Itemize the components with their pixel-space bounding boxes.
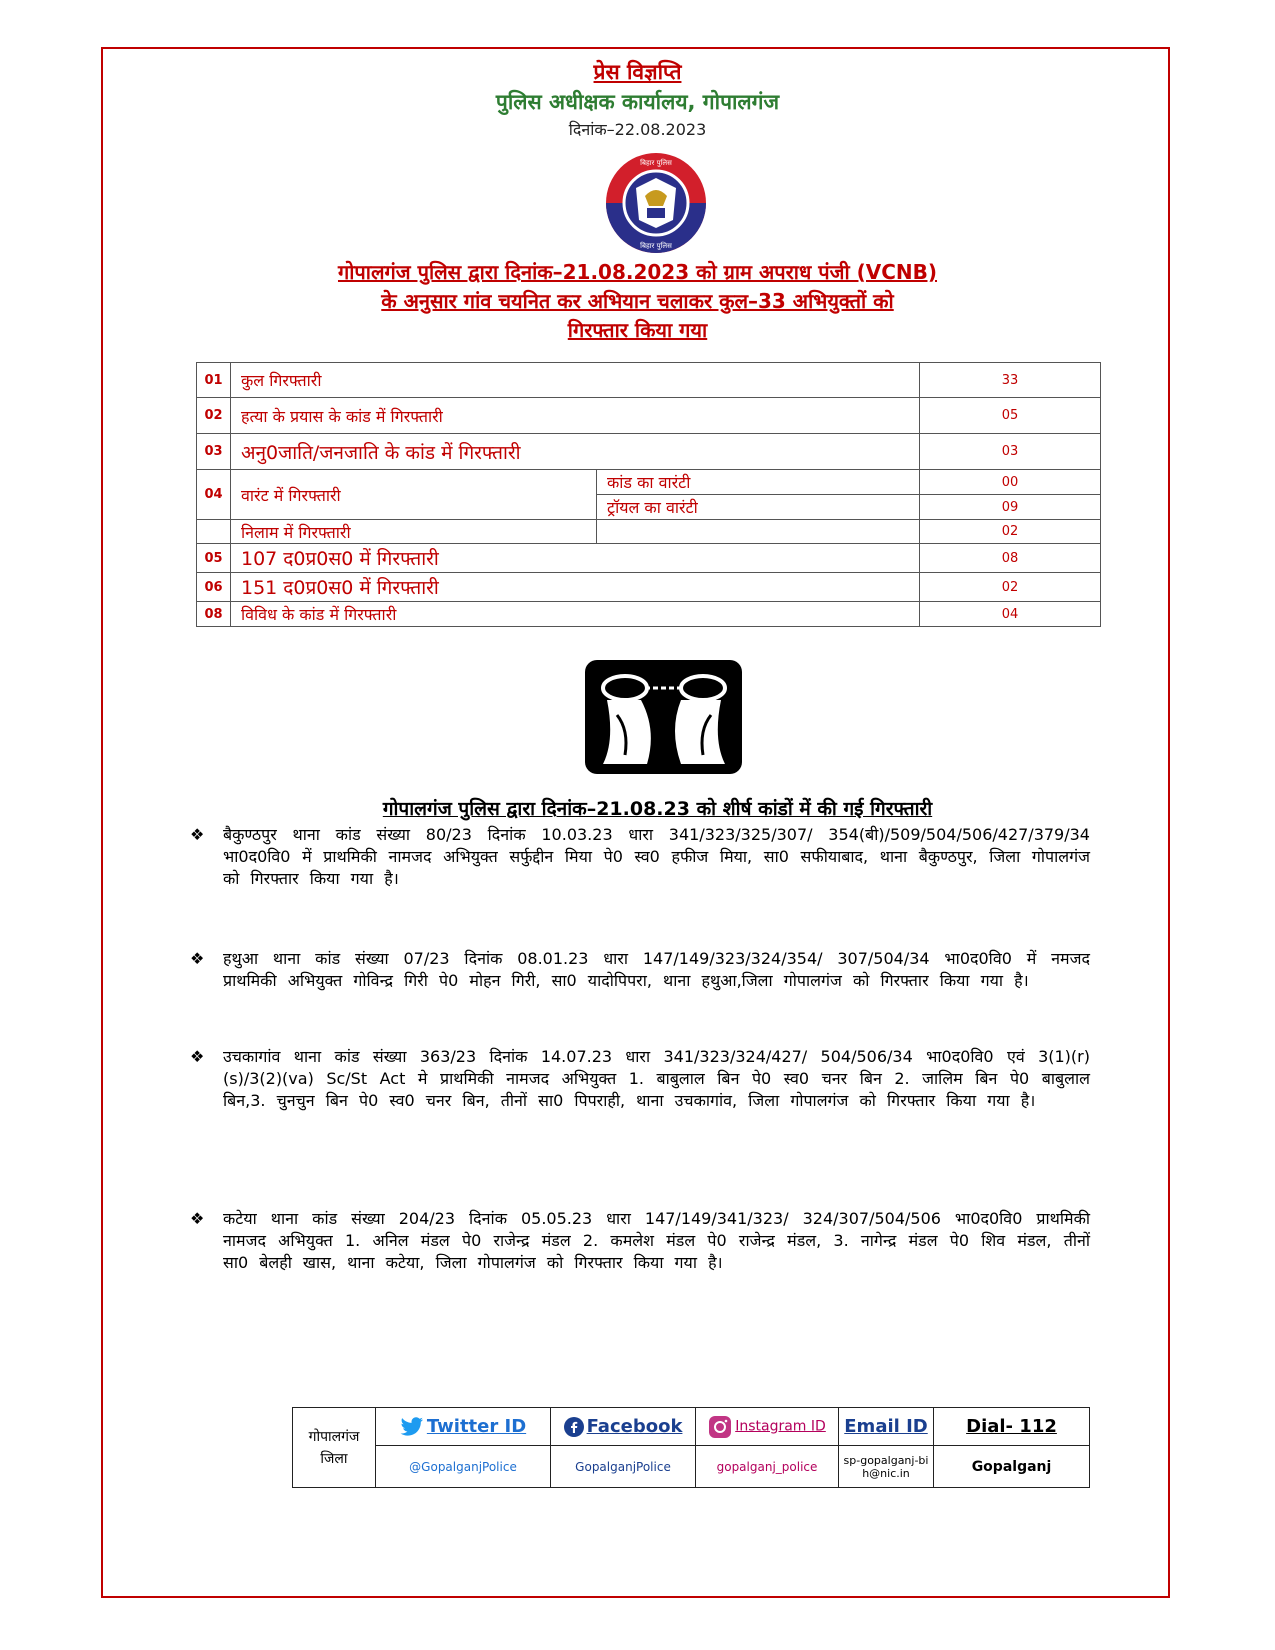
row-label: 151 द0प्र0स0 में गिरफ्तारी bbox=[231, 573, 920, 602]
arrest-stats-table bbox=[196, 362, 1101, 627]
table-row bbox=[197, 363, 1101, 398]
row-value: 09 bbox=[920, 495, 1101, 520]
table-row bbox=[197, 573, 1101, 602]
row-label: अनु0जाति/जनजाति के कांड में गिरफ्तारी bbox=[231, 434, 920, 470]
press-release-title: प्रेस विज्ञप्ति bbox=[593, 60, 682, 84]
instagram-handle[interactable]: gopalganj_police bbox=[696, 1446, 839, 1488]
row-number: 01 bbox=[197, 363, 231, 398]
handcuffs-icon bbox=[585, 660, 742, 774]
list-item: ❖ कटेया थाना कांड संख्या 204/23 दिनांक 05.05.23 धारा 147/149/341/323/ 324/307/504/506 भा0द0वि0 प्राथमिकी नामजद अभियुक्त 1. अनिल मंडल पे0 राजेन्द्र मंडल 2. कमलेश मंडल पे0 राजेन्द्र मंडल, 3. नागेन्द्र मंडल पे0 शिव मंडल, तीनों सा0 बेलही खास, थाना कटेया, जिला गोपालगंज को गिरफ्तार किया गया है। bbox=[190, 1209, 1090, 1272]
instagram-icon bbox=[708, 1415, 732, 1439]
facebook-icon bbox=[564, 1417, 584, 1437]
list-item: ❖ हथुआ थाना कांड संख्या 07/23 दिनांक 08.01.23 धारा 147/149/323/324/354/ 307/504/34 भा0द0वि0 में नमजद प्राथमिकी अभियुक्त गोविन्द्र गिरी पे0 मोहन गिरी, सा0 यादोपिपरा, थाना हथुआ,जिला गोपालगंज को गिरफ्तार किया गया है। bbox=[190, 949, 1090, 990]
email-header[interactable]: Email ID bbox=[839, 1408, 934, 1446]
row-value: 08 bbox=[920, 544, 1101, 573]
bullet-diamond-icon: ❖ bbox=[190, 1047, 205, 1066]
sub-row-label: ट्रॉयल का वारंटी bbox=[597, 495, 920, 520]
logo-text-bottom: बिहार पुलिस bbox=[640, 242, 672, 250]
row-label: हत्या के प्रयास के कांड में गिरफ्तारी bbox=[231, 398, 920, 434]
twitter-header[interactable]: Twitter ID bbox=[376, 1408, 551, 1446]
row-value: 05 bbox=[920, 398, 1101, 434]
facebook-handle[interactable]: GopalganjPolice bbox=[551, 1446, 696, 1488]
row-value: 33 bbox=[920, 363, 1101, 398]
row-value: 02 bbox=[920, 573, 1101, 602]
email-address[interactable]: sp-gopalganj-bih@nic.in bbox=[839, 1446, 934, 1488]
office-title: पुलिस अधीक्षक कार्यालय, गोपालगंज bbox=[495, 90, 780, 114]
row-value: 03 bbox=[920, 434, 1101, 470]
release-date: दिनांक–22.08.2023 bbox=[568, 120, 707, 139]
section-title: गोपालगंज पुलिस द्वारा दिनांक–21.08.23 को शीर्ष कांडों में की गई गिरफ्तारी bbox=[382, 798, 933, 820]
row-value: 04 bbox=[920, 602, 1101, 627]
row-value: 02 bbox=[920, 520, 1101, 544]
table-row bbox=[197, 602, 1101, 627]
twitter-handle[interactable]: @GopalganjPolice bbox=[376, 1446, 551, 1488]
dial-value: Gopalganj bbox=[934, 1446, 1090, 1488]
table-row bbox=[197, 470, 1101, 495]
district-label: गोपालगंज जिला bbox=[293, 1408, 376, 1488]
sub-row-label: कांड का वारंटी bbox=[597, 470, 920, 495]
row-number: 06 bbox=[197, 573, 231, 602]
table-row bbox=[197, 520, 1101, 544]
dial-header[interactable]: Dial- 112 bbox=[934, 1408, 1090, 1446]
row-label: 107 द0प्र0स0 में गिरफ्तारी bbox=[231, 544, 920, 573]
social-media-table bbox=[292, 1407, 1090, 1488]
bullet-diamond-icon: ❖ bbox=[190, 1209, 205, 1228]
row-value: 00 bbox=[920, 470, 1101, 495]
twitter-icon bbox=[400, 1417, 424, 1437]
table-row bbox=[197, 544, 1101, 573]
list-item: ❖ बैकुण्ठपुर थाना कांड संख्या 80/23 दिनांक 10.03.23 धारा 341/323/325/307/ 354(बी)/509/504/506/427/379/34 भा0द0वि0 में प्राथमिकी नामजद अभियुक्त सर्फुद्दीन मिया पे0 स्व0 हफीज मिया, सा0 सफीयाबाद, थाना बैकुण्ठपुर, जिला गोपालगंज को गिरफ्तार किया गया है। bbox=[190, 825, 1090, 888]
row-number: 02 bbox=[197, 398, 231, 434]
logo-text-top: बिहार पुलिस bbox=[640, 159, 672, 167]
bullet-diamond-icon: ❖ bbox=[190, 949, 205, 968]
list-item: ❖ उचकागांव थाना कांड संख्या 363/23 दिनांक 14.07.23 धारा 341/323/324/427/ 504/506/34 भा0द0वि0 एवं 3(1)(r)(s)/3(2)(va) Sc/St Act मे प्राथमिकी नामजद अभियुक्त 1. बाबुलाल बिन पे0 स्व0 चनर बिन 2. जालिम बिन पे0 बाबुलाल बिन,3. चुनचुन बिन पे0 स्व0 चनर बिन, तीनों सा0 पिपराही, थाना उचकागांव, जिला गोपालगंज को गिरफ्तार किया गया है। bbox=[190, 1047, 1090, 1110]
row-number: 03 bbox=[197, 434, 231, 470]
bullet-diamond-icon: ❖ bbox=[190, 825, 205, 844]
row-number: 08 bbox=[197, 602, 231, 627]
bihar-police-logo bbox=[601, 148, 711, 258]
instagram-header[interactable]: Instagram ID bbox=[696, 1408, 839, 1446]
table-row bbox=[197, 398, 1101, 434]
row-number: 05 bbox=[197, 544, 231, 573]
facebook-header[interactable]: Facebook bbox=[551, 1408, 696, 1446]
headline: गोपालगंज पुलिस द्वारा दिनांक–21.08.2023 को ग्राम अपराध पंजी (VCNB) के अनुसार गांव चयनित कर अभियान चलाकर कुल–33 अभियुक्तों को गिरफ्तार किया गया bbox=[337, 260, 938, 342]
row-label: वारंट में गिरफ्तारी bbox=[231, 470, 597, 520]
row-label: कुल गिरफ्तारी bbox=[231, 363, 920, 398]
row-label: विविध के कांड में गिरफ्तारी bbox=[231, 602, 920, 627]
row-label: निलाम में गिरफ्तारी bbox=[231, 520, 597, 544]
table-row bbox=[197, 434, 1101, 470]
row-number: 04 bbox=[197, 470, 231, 520]
